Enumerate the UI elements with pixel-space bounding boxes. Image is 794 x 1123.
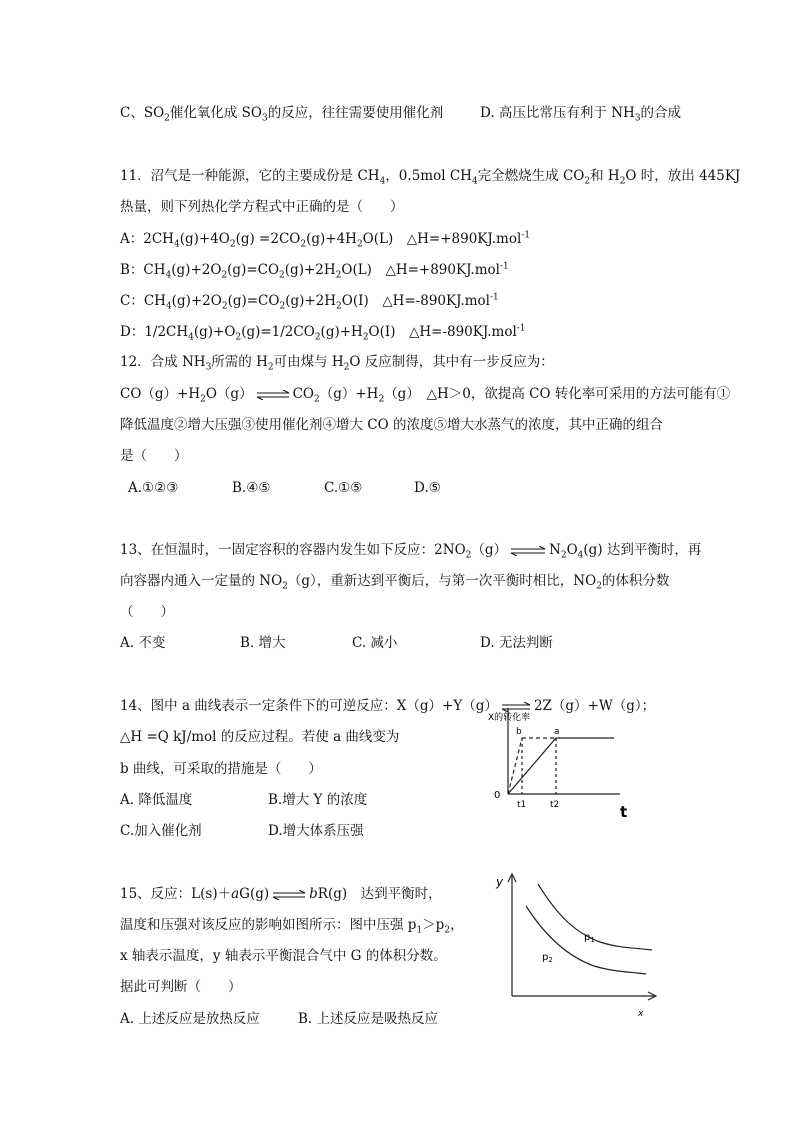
q13-stem-line1: 13、在恒温时，一固定容积的容器内发生如下反应：$2NO_2(g)$ $N_2O_4(g)$ 达到平衡时，再	[120, 542, 702, 561]
q12-stem-line3: 降低温度②增大压强③使用催化剂④增大 CO 的浓度⑤增大水蒸气的浓度，其中正确的组合	[120, 417, 663, 433]
q15-option-a: A. 上述反应是放热反应	[120, 1011, 260, 1027]
q14-option-b: B.增大 Y 的浓度	[268, 792, 368, 808]
q12-stem-line1: 12．合成 $NH_3$所需的 $H_2$可由煤与 $H_2O$ 反应制得，其中有一步反应为：	[120, 354, 554, 373]
y-axis-label: y	[496, 875, 504, 889]
q14-option-a: A. 降低温度	[120, 792, 193, 808]
q15-stem-line1: 15、反应：L(s)＋aG(g) bR(g) 达到平衡时，	[120, 886, 442, 902]
curve-p1	[538, 884, 652, 950]
q15-pressure-chart	[490, 870, 660, 1020]
equilibrium-arrow-icon	[510, 546, 546, 556]
curve-a	[508, 738, 614, 794]
q13-option-d: D. 无法判断	[480, 635, 553, 651]
q13-option-c: C. 减小	[352, 635, 398, 651]
t2-label: t2	[550, 800, 560, 810]
equilibrium-arrow-icon	[256, 390, 290, 400]
q11-option-b: B：$CH_4(g)+2O_2(g)=CO_2(g)+2H_2O(L)$ △H=+890KJ.mol$^{-1}$	[120, 261, 509, 281]
label-a: a	[554, 727, 560, 737]
x-axis-label: t	[620, 803, 628, 821]
q11-option-c: C：$CH_4(g)+2O_2(g)=CO_2(g)+2H_2O(I)$ △H=-890KJ.mol$^{-1}$	[120, 292, 499, 312]
origin-label: 0	[494, 790, 501, 801]
q14-conversion-chart	[484, 704, 634, 822]
equilibrium-arrow-icon	[272, 890, 306, 900]
q12-option-c: C.①⑤	[324, 480, 363, 496]
q11-option-a: A：$2CH_4(g)+4O_2(g) =2CO_2(g)+4H_2O(L)$ △H=+890KJ.mol$^{-1}$	[120, 230, 531, 250]
q15-stem-line3: x 轴表示温度，y 轴表示平衡混合气中 G 的体积分数。	[120, 948, 447, 964]
q14-stem-line3: b 曲线，可采取的措施是（ ）	[120, 761, 322, 777]
q12-option-d: D.⑤	[414, 480, 441, 496]
q11-option-d: D：$1/2CH_4(g)+O_2(g)=1/2CO_2(g)+H_2O(I)$ △H=-890KJ.mol$^{-1}$	[120, 323, 526, 343]
q12-stem-line4: 是（ ）	[120, 448, 188, 464]
q14-stem-line2: △H =Q kJ/mol 的反应过程。若使 a 曲线变为	[120, 729, 400, 745]
q15-option-b: B. 上述反应是吸热反应	[298, 1011, 439, 1027]
q13-option-a: A. 不变	[120, 635, 166, 651]
option-c-so2: C、$SO_2$催化氧化成 $SO_3$的反应，往往需要使用催化剂	[120, 105, 444, 124]
q14-option-d: D.增大体系压强	[268, 823, 364, 839]
option-d-nh3: D. 高压比常压有利于 $NH_3$的合成	[480, 105, 682, 124]
q11-stem-line1: 11．沼气是一种能源，它的主要成份是 $CH_4$，0.5mol $CH_4$完全燃烧生成 $CO_2$和 $H_2O$ 时，放出 445KJ	[120, 168, 741, 187]
q12-option-b: B.④⑤	[232, 480, 271, 496]
q13-stem-line2: 向容器内通入一定量的 $NO_2(g)$，重新达到平衡后，与第一次平衡时相比，$NO_2$的体积分数	[120, 573, 670, 592]
y-axis-label: X的转化率	[488, 713, 531, 723]
x-axis-label: x	[638, 1009, 644, 1019]
q15-stem-line4: 据此可判断（ ）	[120, 979, 242, 995]
q14-stem-line1: 14、图中 a 曲线表示一定条件下的可逆反应：X（g）+Y（g） 2Z（g）+W（g）；	[120, 698, 656, 714]
p2-label: $p_2$	[542, 952, 553, 964]
q13-option-b: B. 增大	[240, 635, 286, 651]
label-b: b	[516, 727, 522, 737]
q15-stem-line2: 温度和压强对该反应的影响如图所示：图中压强 $p_1>p_2$，	[120, 917, 464, 936]
q12-option-a: A.①②③	[128, 480, 179, 496]
t1-label: t1	[517, 800, 527, 810]
q11-stem-line2: 热量，则下列热化学方程式中正确的是（ ）	[120, 199, 404, 215]
q14-option-c: C.加入催化剂	[120, 823, 202, 839]
p1-label: $p_1$	[584, 932, 595, 944]
q12-equation-line: $CO(g)+H_2O(g)$ $CO_2(g)+H_2(g)$ △H＞0，欲提高 CO 转化率可采用的方法可能有①	[120, 386, 731, 405]
q13-stem-line3: （ ）	[120, 604, 174, 620]
